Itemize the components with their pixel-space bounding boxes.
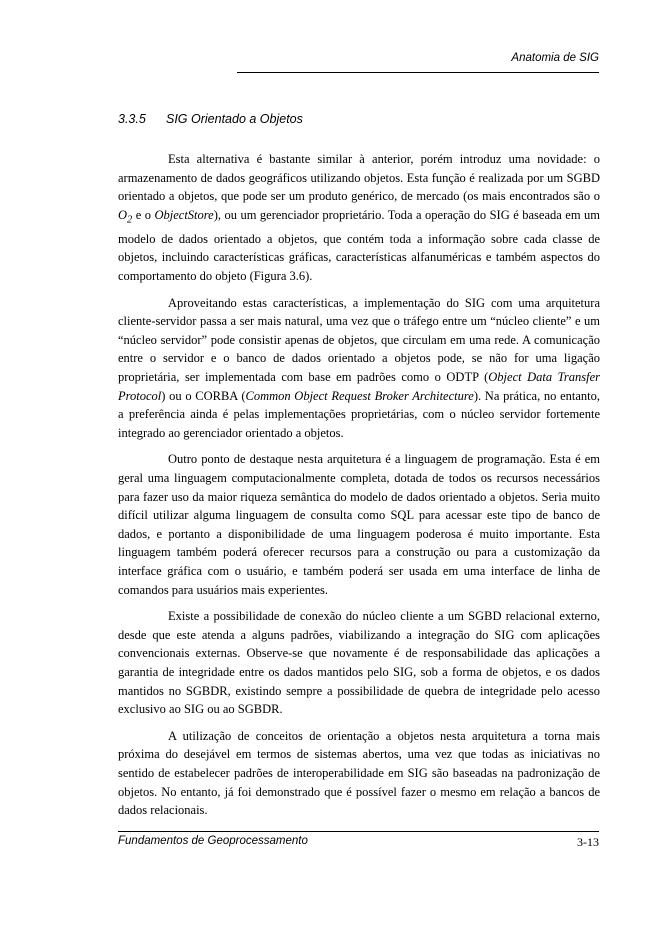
italic-run: Common Object Request Broker Architecture xyxy=(245,388,474,403)
text-run: Outro ponto de destaque nesta arquitetura é a linguagem de programação. Esta é em geral uma linguagem computacionalmente completa, dotada de todos os recursos necessários para fazer uso da maior riqueza semântica do modelo de dados orientado a objetos. Seria muito difícil utilizar alguma linguagem de consulta como SQL para acessar este tipo de banco de dados, e portanto a disponibilidade de uma linguagem poderosa é muito importante. Esta linguagem também poderá oferecer recursos para a construção ou para a customização da interface gráfica com o usuário, e também poderá ser usada em uma interface de linha de comandos para usuários mais experientes. xyxy=(118,452,600,597)
footer-book-title: Fundamentos de Geoprocessamento xyxy=(118,835,308,847)
header-rule xyxy=(237,72,599,73)
text-run: Aproveitando estas características, a implementação do SIG com uma arquitetura cliente-servidor passa a ser mais natural, uma vez que o tráfego entre um “núcleo cliente” e um “núcleo servidor” pode consistir apenas de objetos, que circulam em uma rede. A comunicação entre o servidor e o banco de dados orientado a objetos pode, se não for uma ligação proprietária, ser implementada com base em padrões como o ODTP ( xyxy=(118,295,600,385)
italic-run: O xyxy=(118,207,128,222)
section-heading xyxy=(118,112,303,126)
body-paragraph xyxy=(118,294,600,443)
italic-run: ObjectStore xyxy=(154,207,214,222)
running-header-title: Anatomia de SIG xyxy=(511,52,599,64)
body-text xyxy=(118,150,600,828)
text-run: Existe a possibilidade de conexão do núcleo cliente a um SGBD relacional externo, desde que este atenda a alguns padrões, viabilizando a integração do SIG com aplicações convencionais externas. Observe-se que novamente é de responsabilidade das aplicações a garantia de integridade entre os dados mantidos pelo SIG, sob a forma de objetos, e os dados mantidos no SGBDR, existindo sempre a possibilidade de quebra de integridade pelo acesso exclusivo ao SIG ou ao SGBDR. xyxy=(118,609,600,717)
text-run: A utilização de conceitos de orientação a objetos nesta arquitetura a torna mais próxima do desejável em termos de sistemas abertos, uma vez que todas as iniciativas no sentido de estabelecer padrões de interoperabilidade em SIG são baseadas na padronização de objetos. No entanto, já foi demonstrado que é possível fazer o mesmo em relação a bancos de dados relacionais. xyxy=(118,728,600,818)
text-run: ), ou um gerenciador proprietário. Toda a operação do SIG é baseada em um modelo de dados orientado a objetos, que contém toda a informação sobre cada classe de objetos, incluindo características gráficas, características alfanuméricas e também aspectos do comportamento do objeto (Figura 3.6). xyxy=(118,207,600,284)
body-paragraph xyxy=(118,607,600,719)
italic-run: 2 xyxy=(127,214,133,226)
text-run: e o xyxy=(132,207,155,222)
text-run: Esta alternativa é bastante similar à anterior, porém introduz uma novidade: o armazenamento de dados geográficos utilizando objetos. Esta função é realizada por um SGBD orientado a objetos, que pode ser um produto genérico, de mercado (os mais encontrados são o xyxy=(118,152,600,204)
body-paragraph xyxy=(118,150,600,286)
body-paragraph xyxy=(118,727,600,820)
body-paragraph xyxy=(118,450,600,599)
page-number: 3-13 xyxy=(577,835,599,849)
footer-rule xyxy=(118,831,599,832)
italic-run: Object Data Transfer Protocol xyxy=(118,370,601,403)
text-run: ). Na prática, no entanto, a preferência ainda é pelas implementações proprietárias, com o núcleo servidor fortemente integrado ao gerenciador orientado a objetos. xyxy=(118,388,600,440)
section-title: SIG Orientado a Objetos xyxy=(166,112,303,126)
section-number: 3.3.5 xyxy=(118,112,146,126)
text-run: ) ou o CORBA ( xyxy=(161,388,246,403)
